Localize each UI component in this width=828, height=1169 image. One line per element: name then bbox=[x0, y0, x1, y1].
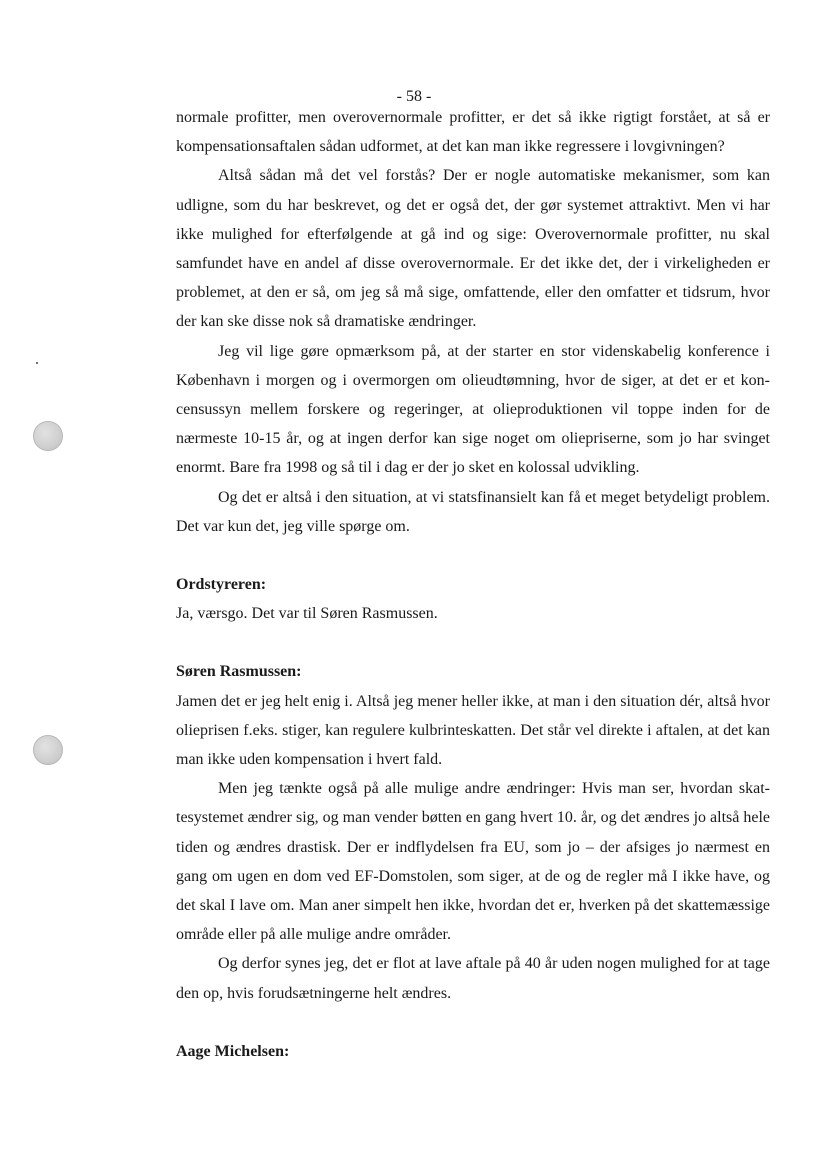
speaker-name-aage-michelsen: Aage Michelsen: bbox=[176, 1042, 290, 1060]
page-number: - 58 - bbox=[396, 88, 432, 105]
paragraph: Og derfor synes jeg, det er flot at lave aftale på 40 år uden nogen mulighed for at tage den op, hvis forudsætningerne helt ændres. bbox=[176, 955, 770, 1002]
paragraph: Jeg vil lige gøre opmærksom på, at der starter en stor videnskabelig konference i København i morgen og i overmorgen om olieudtømning, hvor de siger, at det er et koncensussyn mellem forskere og regeringer, at olieproduktionen vil toppe inden for de nærmeste 10-15 år, og at ingen derfor kan sige noget om oliepriserne, som jo har svinget enormt. Bare fra 1998 og så til i dag er der jo sket en kolossal udvikling. bbox=[176, 342, 770, 477]
speaker-name-chair: Ordstyreren: bbox=[176, 576, 267, 594]
punch-hole-top bbox=[33, 421, 63, 451]
scan-speck bbox=[36, 362, 38, 364]
paragraph: Ja, værsgo. Det var til Søren Rasmussen. bbox=[176, 605, 438, 623]
paragraph: normale profitter, men overovernormale profitter, er det så ikke rigtigt forstået, at så er kompensationsaftalen sådan udformet, at det kan man ikke regressere i lovgivningen? bbox=[176, 109, 770, 156]
speaker-name-soren-rasmussen: Søren Rasmussen: bbox=[176, 663, 302, 681]
paragraph: Jamen det er jeg helt enig i. Altså jeg mener heller ikke, at man i den situation dér, altså hvor olieprisen f.eks. stiger, kan regulere kulbrinteskatten. Det står vel direkte i aftalen, at det kan man ikke uden kompensation i hvert fald. bbox=[176, 692, 770, 769]
paragraph: Men jeg tænkte også på alle mulige andre ændringer: Hvis man ser, hvordan skattesystemet ændrer sig, og man vender bøtten en gang hvert 10. år, og det ændres jo altså hele tiden og ændres drastisk. Der er indflydelsen fra EU, som jo – der afsiges jo nærmest en gang om ugen en dom ved EF-Domstolen, som siger, at de og de regler må I ikke have, og det skal I lave om. Man aner simpelt hen ikke, hvordan det er, hverken på det skattemæssige område eller på alle mulige andre områder. bbox=[176, 780, 770, 944]
paragraph: Og det er altså i den situation, at vi statsfinansielt kan få et meget betydeligt problem. Det var kun det, jeg ville spørge om. bbox=[176, 488, 770, 535]
transcript-body bbox=[176, 103, 770, 1066]
punch-hole-bottom bbox=[33, 735, 63, 765]
paragraph: Altså sådan må det vel forstås? Der er nogle automatiske mekanismer, som kan udligne, som du har beskrevet, og det er også det, der gør systemet attraktivt. Men vi har ikke mulighed for efterfølgende at gå ind og sige: Overovernormale profitter, nu skal samfundet have en andel af disse overovernormale. Er det ikke det, der i virkeligheden er problemet, at den er så, om jeg så må sige, omfattende, eller den omfatter et tidsrum, hvor der kan ske disse nok så dramatiske ændringer. bbox=[176, 167, 770, 331]
